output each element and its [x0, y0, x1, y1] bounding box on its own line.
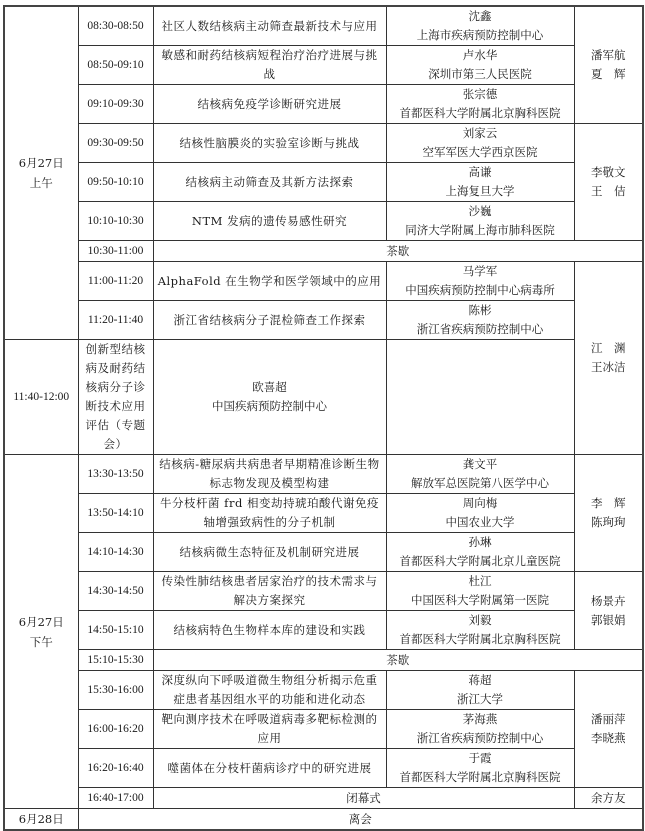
- speaker-cell: [386, 202, 574, 241]
- speaker-cell: [386, 533, 574, 572]
- topic-cell: 噬菌体在分枝杆菌病诊疗中的研究进展: [153, 749, 386, 788]
- day-cell-jun27-afternoon: [4, 455, 78, 809]
- topic-cell: 浙江省结核病分子混检筛查工作探索: [153, 301, 386, 340]
- chair-name: 杨景卉: [591, 593, 626, 608]
- speaker-name: 沙巍: [468, 204, 492, 218]
- topic-cell: 结核性脑膜炎的实验室诊断与挑战: [153, 124, 386, 163]
- table-row: [4, 124, 643, 163]
- speaker-cell: [386, 710, 574, 749]
- speaker-name: 沈鑫: [468, 9, 492, 23]
- speaker-name: 卢水华: [462, 48, 498, 62]
- departure-cell: 离会: [78, 809, 643, 831]
- speaker-cell: [386, 262, 574, 301]
- table-row-departure: [4, 809, 643, 831]
- topic-cell: 传染性肺结核患者居家治疗的技术需求与解决方案探究: [153, 572, 386, 611]
- time-cell: 13:50-14:10: [78, 494, 153, 533]
- time-cell: 14:30-14:50: [78, 572, 153, 611]
- speaker-org: 深圳市第三人民医院: [428, 67, 532, 81]
- topic-cell: 结核病免疫学诊断研究进展: [153, 85, 386, 124]
- table-row: [4, 46, 643, 85]
- speaker-name: 马学军: [462, 264, 498, 278]
- table-row: [4, 6, 643, 46]
- time-cell: 15:10-15:30: [78, 650, 153, 671]
- chair-name: 江 渊: [591, 341, 626, 355]
- topic-cell: 结核病主动筛查及其新方法探索: [153, 163, 386, 202]
- time-cell: 16:40-17:00: [78, 788, 153, 809]
- topic-cell: 社区人数结核病主动筛查最新技术与应用: [153, 6, 386, 46]
- time-cell: 16:20-16:40: [78, 749, 153, 788]
- day-cell-jun27-morning: [4, 6, 78, 340]
- speaker-org: 解放军总医院第八医学中心: [411, 476, 549, 490]
- topic-cell: 结核病特色生物样本库的建设和实践: [153, 611, 386, 650]
- topic-cell: 牛分枝杆菌 frd 相变劫持琥珀酸代谢免疫轴增强致病性的分子机制: [153, 494, 386, 533]
- speaker-org: 中国疾病预防控制中心病毒所: [405, 283, 555, 297]
- speaker-name: 欧喜超: [252, 380, 287, 394]
- chair-name: 王 佶: [591, 184, 626, 198]
- table-row: [4, 710, 643, 749]
- chair-cell: [574, 455, 643, 572]
- topic-cell: 结核病-糖尿病共病患者早期精准诊断生物标志物发现及模型构建: [153, 455, 386, 494]
- chair-cell: [574, 262, 643, 455]
- speaker-org: 首都医科大学附属北京胸科医院: [399, 770, 561, 784]
- speaker-name: 蒋超: [468, 673, 492, 687]
- speaker-org: 首都医科大学附属北京胸科医院: [399, 106, 561, 120]
- day-period: 下午: [29, 634, 53, 649]
- topic-cell: 敏感和耐药结核病短程治疗治疗进展与挑战: [153, 46, 386, 85]
- conference-schedule-table: [3, 5, 644, 831]
- chair-name: 李 辉: [591, 496, 626, 510]
- speaker-cell: [386, 124, 574, 163]
- topic-cell: 深度纵向下呼吸道微生物组分析揭示危重症患者基因组水平的功能和进化动态: [153, 671, 386, 710]
- chair-cell: [574, 671, 643, 788]
- chair-name: 潘军航: [591, 48, 626, 62]
- day-date: 6月27日: [18, 156, 64, 170]
- time-cell: 11:00-11:20: [78, 262, 153, 301]
- chair-name: 王冰洁: [591, 360, 626, 374]
- chair-cell: [574, 572, 643, 650]
- speaker-name: 张宗德: [462, 87, 498, 101]
- speaker-org: 首都医科大学附属北京儿童医院: [399, 554, 561, 568]
- table-row: [4, 163, 643, 202]
- speaker-name: 陈彬: [468, 303, 492, 317]
- chair-cell: [574, 124, 643, 241]
- day-date: 6月28日: [18, 812, 64, 826]
- time-cell: 14:10-14:30: [78, 533, 153, 572]
- table-row: [4, 340, 643, 455]
- table-row: [4, 262, 643, 301]
- speaker-cell: [386, 671, 574, 710]
- time-cell: 11:20-11:40: [78, 301, 153, 340]
- time-cell: 15:30-16:00: [78, 671, 153, 710]
- table-row-break: [4, 241, 643, 262]
- topic-cell: 结核病微生态特征及机制研究进展: [153, 533, 386, 572]
- time-cell: 10:10-10:30: [78, 202, 153, 241]
- speaker-name: 刘家云: [462, 126, 498, 140]
- table-row: [4, 533, 643, 572]
- closing-ceremony-cell: 闭幕式: [153, 788, 574, 809]
- speaker-cell: [153, 340, 386, 455]
- table-row: [4, 749, 643, 788]
- table-row: [4, 572, 643, 611]
- day-period: 上午: [29, 176, 53, 190]
- chair-cell: [574, 788, 643, 809]
- speaker-cell: [386, 6, 574, 46]
- chair-name: 陈珣珣: [591, 515, 626, 529]
- speaker-cell: [386, 455, 574, 494]
- table-row-break: [4, 650, 643, 671]
- speaker-name: 于霞: [468, 751, 492, 765]
- time-cell: 08:50-09:10: [78, 46, 153, 85]
- table-row: [4, 85, 643, 124]
- chair-name: 郭银娟: [591, 612, 626, 627]
- topic-cell: 创新型结核病及耐药结核病分子诊断技术应用评估（专题会）: [78, 340, 153, 455]
- chair-name: 夏 辉: [591, 67, 626, 81]
- chair-name: 潘丽萍: [591, 712, 626, 726]
- speaker-name: 周向梅: [462, 496, 498, 510]
- speaker-cell: [386, 163, 574, 202]
- speaker-org: 浙江省疾病预防控制中心: [416, 731, 544, 745]
- speaker-cell: [386, 611, 574, 650]
- table-row: [4, 202, 643, 241]
- time-cell: 13:30-13:50: [78, 455, 153, 494]
- speaker-cell: [386, 749, 574, 788]
- speaker-org: 中国农业大学: [445, 515, 515, 529]
- table-row: [4, 301, 643, 340]
- table-row: [4, 455, 643, 494]
- chair-name: 李敬文: [591, 165, 626, 179]
- day-cell-jun28: [4, 809, 78, 831]
- topic-cell: AlphaFold 在生物学和医学领域中的应用: [153, 262, 386, 301]
- table-row-closing: [4, 788, 643, 809]
- topic-cell: 靶向测序技术在呼吸道病毒多靶标检测的应用: [153, 710, 386, 749]
- day-date: 6月27日: [18, 614, 64, 629]
- speaker-cell: [386, 46, 574, 85]
- speaker-name: 高谦: [468, 165, 492, 179]
- speaker-cell: [386, 572, 574, 611]
- table-row: [4, 611, 643, 650]
- speaker-org: 上海市疾病预防控制中心: [416, 28, 544, 42]
- speaker-cell: [386, 301, 574, 340]
- chair-cell: [574, 6, 643, 124]
- table-row: [4, 494, 643, 533]
- speaker-org: 浙江大学: [457, 692, 503, 706]
- table-row: [4, 671, 643, 710]
- speaker-cell: [386, 85, 574, 124]
- speaker-org: 同济大学附属上海市肺科医院: [405, 223, 555, 237]
- speaker-org: 首都医科大学附属北京胸科医院: [399, 632, 561, 646]
- speaker-org: 上海复旦大学: [445, 184, 515, 198]
- time-cell: 11:40-12:00: [4, 340, 78, 455]
- speaker-org: 空军军医大学西京医院: [422, 145, 538, 159]
- speaker-name: 孙琳: [468, 535, 492, 549]
- speaker-org: 中国疾病预防控制中心: [212, 399, 327, 413]
- time-cell: 09:30-09:50: [78, 124, 153, 163]
- time-cell: 08:30-08:50: [78, 6, 153, 46]
- tea-break-cell: 茶歇: [153, 241, 643, 262]
- speaker-name: 杜江: [468, 574, 492, 588]
- speaker-cell: [386, 494, 574, 533]
- chair-name: 余方友: [591, 790, 626, 805]
- time-cell: 14:50-15:10: [78, 611, 153, 650]
- speaker-org: 中国医科大学附属第一医院: [411, 593, 549, 607]
- time-cell: 10:30-11:00: [78, 241, 153, 262]
- topic-cell: NTM 发病的遗传易感性研究: [153, 202, 386, 241]
- speaker-name: 茅海燕: [462, 712, 498, 726]
- time-cell: 16:00-16:20: [78, 710, 153, 749]
- time-cell: 09:10-09:30: [78, 85, 153, 124]
- speaker-name: 刘毅: [468, 613, 492, 627]
- time-cell: 09:50-10:10: [78, 163, 153, 202]
- speaker-name: 龚文平: [462, 457, 498, 471]
- chair-name: 李晓燕: [591, 731, 626, 745]
- tea-break-cell: 茶歇: [153, 650, 643, 671]
- speaker-org: 浙江省疾病预防控制中心: [416, 322, 544, 336]
